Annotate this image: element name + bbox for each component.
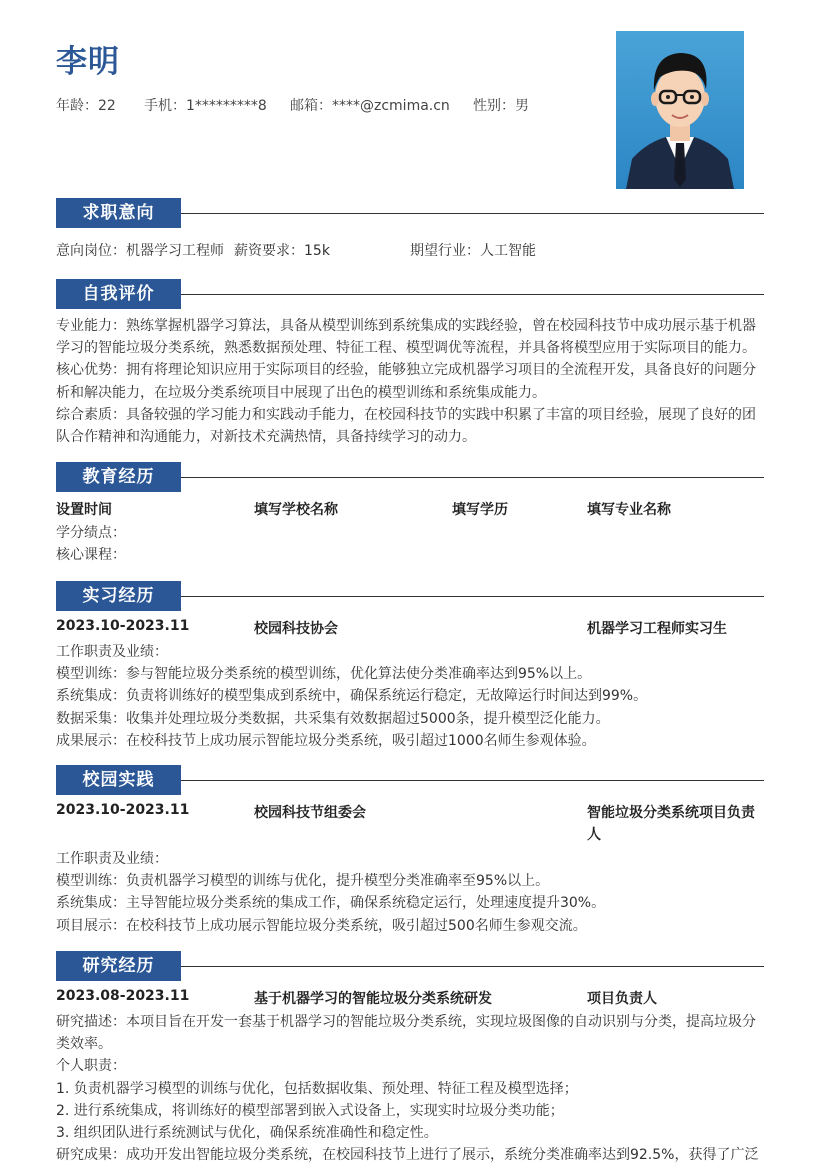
section-title: 求职意向 [56, 198, 181, 228]
list-item: 3. 组织团队进行系统测试与优化，确保系统准确性和稳定性。 [56, 1125, 438, 1142]
section-title: 实习经历 [56, 581, 181, 611]
section-job-intent [56, 198, 764, 228]
list-item: 数据采集：收集并处理垃圾分类数据，共采集有效数据超过5000条，提升模型泛化能力。 [56, 710, 610, 727]
campus-details [56, 848, 766, 937]
internship-time: 2023.10-2023.11 [56, 618, 190, 634]
list-item: 2. 进行系统集成，将训练好的模型部署到嵌入式设备上，实现实时垃圾分类功能； [56, 1102, 564, 1119]
campus-time: 2023.10-2023.11 [56, 802, 190, 818]
evaluation-quality: 综合素质：具备较强的学习能力和实践动手能力，在校园科技节的实践中积累了丰富的项目经验，展现了良好的团队合作精神和沟通能力，对新技术充满热情，具备持续学习的动力。 [56, 406, 756, 446]
campus-duties-label: 工作职责及业绩： [56, 851, 168, 867]
internship-details [56, 641, 766, 752]
section-title: 自我评价 [56, 279, 181, 309]
profile-photo [616, 31, 744, 189]
list-item: 1. 负责机器学习模型的训练与优化，包括数据收集、预处理、特征工程及模型选择； [56, 1080, 578, 1097]
education-major: 填写专业名称 [587, 502, 671, 518]
section-internship [56, 581, 764, 611]
education-details [56, 522, 766, 566]
email: 邮箱：****@zcmima.cn [290, 98, 450, 114]
section-divider [181, 966, 764, 967]
evaluation-skills: 专业能力：熟练掌握机器学习算法，具备从模型训练到系统集成的实践经验，曾在校园科技节中成功展示基于机器学习的智能垃圾分类系统，熟悉数据预处理、特征工程、模型调优等流程，并具备将模型应用于实际项目的能力。 [56, 318, 756, 357]
section-divider [181, 780, 764, 781]
education-courses: 核心课程： [56, 547, 126, 564]
section-title: 研究经历 [56, 951, 181, 981]
campus-org: 校园科技节组委会 [254, 805, 366, 821]
basic-info [56, 95, 529, 115]
education-header-row [56, 499, 766, 521]
section-divider [181, 213, 764, 214]
age: 年龄：22 [56, 98, 116, 114]
evaluation-strengths: 核心优势：拥有将理论知识应用于实际项目的经验，能够独立完成机器学习项目的全流程开发，具备良好的问题分析和解决能力，在垃圾分类系统项目中展现了出色的模型训练和系统集成能力。 [56, 362, 756, 401]
section-divider [181, 477, 764, 478]
research-header-row [56, 988, 766, 1010]
section-self-evaluation [56, 279, 764, 309]
campus-role: 智能垃圾分类系统项目负责人 [587, 805, 755, 843]
intent-industry: 期望行业：人工智能 [410, 243, 536, 259]
research-details [56, 1011, 766, 1166]
section-education [56, 462, 764, 492]
research-result: 研究成果：成功开发出智能垃圾分类系统，在校园科技节上进行了展示，系统分类准确率达到92.5%，获得了广泛 [56, 1147, 759, 1164]
intent-row [56, 240, 766, 262]
gender: 性别：男 [473, 98, 529, 114]
internship-org: 校园科技协会 [254, 621, 338, 637]
research-description: 研究描述：本项目旨在开发一套基于机器学习的智能垃圾分类系统，实现垃圾图像的自动识别与分类，提高垃圾分类效率。 [56, 1014, 756, 1053]
education-gpa: 学分绩点： [56, 525, 126, 541]
list-item: 项目展示：在校科技节上成功展示智能垃圾分类系统，吸引超过500名师生参观交流。 [56, 917, 587, 934]
intent-salary: 薪资要求：15k [234, 243, 330, 259]
list-item: 模型训练：负责机器学习模型的训练与优化，提升模型分类准确率至95%以上。 [56, 873, 550, 890]
education-school: 填写学校名称 [254, 502, 338, 518]
list-item: 模型训练：参与智能垃圾分类系统的模型训练，优化算法使分类准确率达到95%以上。 [56, 666, 592, 683]
list-item: 成果展示：在校科技节上成功展示智能垃圾分类系统，吸引超过1000名师生参观体验。 [56, 732, 596, 749]
phone: 手机：1*********8 [144, 98, 267, 114]
section-research [56, 951, 764, 981]
internship-role: 机器学习工程师实习生 [587, 621, 727, 637]
education-time: 设置时间 [56, 502, 112, 518]
research-title: 基于机器学习的智能垃圾分类系统研发 [254, 991, 492, 1007]
intent-position: 意向岗位：机器学习工程师 [56, 243, 224, 259]
list-item: 系统集成：主导智能垃圾分类系统的集成工作，确保系统稳定运行，处理速度提升30%。 [56, 895, 606, 912]
internship-duties-label: 工作职责及业绩： [56, 644, 168, 660]
list-item: 系统集成：负责将训练好的模型集成到系统中，确保系统运行稳定，无故障运行时间达到99%。 [56, 688, 648, 705]
internship-header-row [56, 618, 766, 640]
education-degree: 填写学历 [452, 502, 508, 518]
section-divider [181, 596, 764, 597]
candidate-name: 李明 [56, 44, 120, 80]
section-campus [56, 765, 764, 795]
research-time: 2023.08-2023.11 [56, 988, 190, 1004]
section-title: 校园实践 [56, 765, 181, 795]
section-title: 教育经历 [56, 462, 181, 492]
research-role: 项目负责人 [587, 991, 657, 1007]
evaluation-text [56, 315, 766, 448]
campus-header-row [56, 802, 766, 846]
section-divider [181, 294, 764, 295]
research-duties-label: 个人职责： [56, 1058, 126, 1075]
